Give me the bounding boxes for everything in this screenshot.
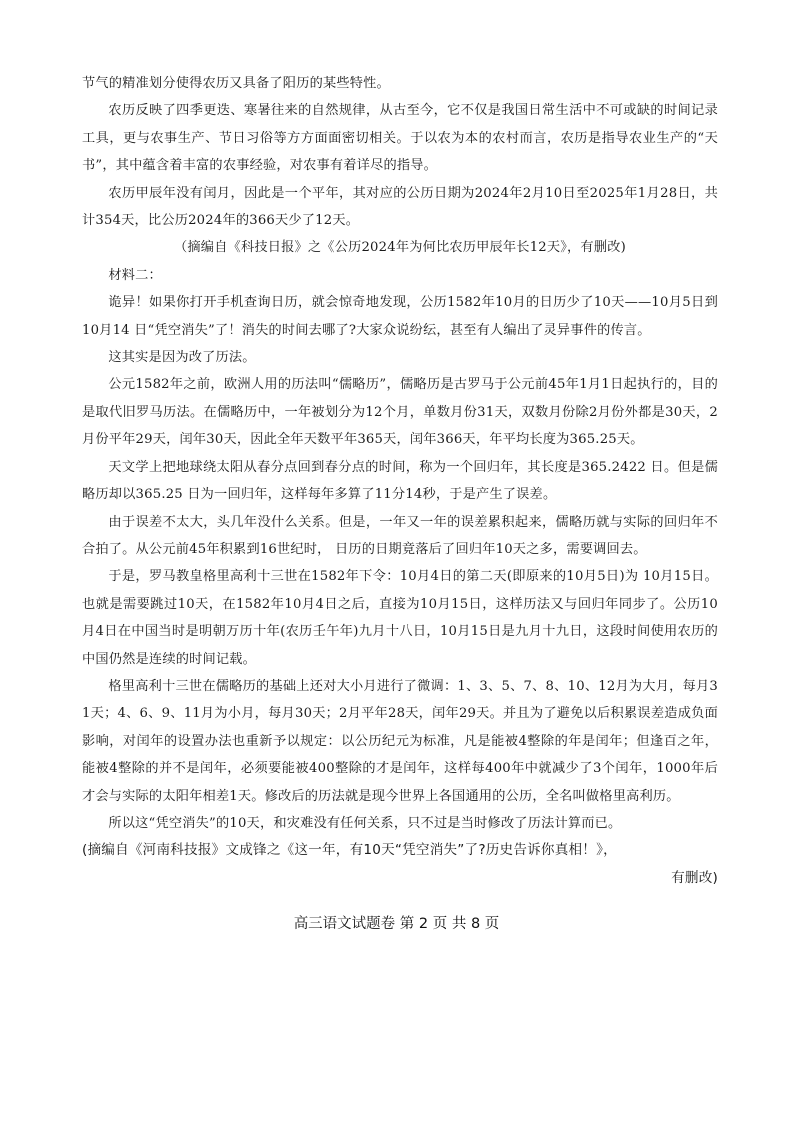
material-two-label: 材料二： [108,267,162,283]
source-citation-1: （摘编自《科技日报》之《公历2024年为何比农历甲辰年长12天》，有删改) [174,240,626,256]
paragraph: 农历甲辰年没有闰月，因此是一个平年，其对应的公历日期为2024年2月10日至2025年1月28日，共计354天，比公历2024年的366天少了12天。 [82,185,718,229]
paragraph: 格里高利十三世在儒略历的基础上还对大小月进行了微调：1、3、5、7、8、10、12月为大月，每月31天；4、6、9、11月为小月，每月30天；2月平年28天，闰年29天。并且为了避免以后积累误差造成负面影响，对闰年的设置办法也重新予以规定：以公历纪元为标准，凡是能被4整除的年是闰年；但逢百之年，能被4整除的并不是闰年，必须要能被400整除的才是闰年，这样每400年中就减少了3个闰年，1000年后才会与实际的太阳年相差1天。修改后的历法就是现今世界上各国通用的公历，全名叫做格里高利历。 [82,678,718,804]
paragraph: 公元1582年之前，欧洲人用的历法叫“儒略历”，儒略历是古罗马于公元前45年1月1日起执行的，目的是取代旧罗马历法。在儒略历中，一年被划分为12个月，单数月份31天，双数月份除2月份外都是30天，2月份平年29天，闰年30天，因此全年天数平年365天，闰年366天，年平均长度为365.25天。 [82,377,718,448]
paragraph: 农历反映了四季更迭、寒暑往来的自然规律，从古至今，它不仅是我国日常生活中不可或缺的时间记录工具，更与农事生产、节日习俗等方方面面密切相关。于以农为本的农村而言，农历是指导农业生产的“天书”，其中蕴含着丰富的农事经验，对农事有着详尽的指导。 [82,103,718,174]
page-footer: 高三语文试题卷 第 2 页 共 8 页 [293,916,500,932]
paragraph: 天文学上把地球绕太阳从春分点回到春分点的时间，称为一个回归年，其长度是365.2422 日。但是儒略历却以365.25 日为一回归年，这样每年多算了11分14秒，于是产生了误差。 [82,459,718,503]
source-citation-2-end: 有删改) [671,869,718,886]
material-one-section [82,70,718,234]
paragraph: 于是，罗马教皇格里高利十三世在1582年下令：10月4日的第二天(即原来的10月5日)为 10月15日。也就是需要跳过10天，在1582年10月4日之后，直接为10月15日，这样历法又与回归年同步了。公历10月4日在中国当时是明朝万历十年(农历壬午年)九月十八日，10月15日是九月十九日，这段时间使用农历的中国仍然是连续的时间记载。 [82,569,718,667]
paragraph: 诡异！如果你打开手机查询日历，就会惊奇地发现，公历1582年10月的日历少了10天——10月5日到10月14 日“凭空消失”了！消失的时间去哪了?大家众说纷纭，甚至有人编出了灵异事件的传言。 [82,295,718,338]
paragraph: 所以这“凭空消失”的10天，和灾难没有任何关系，只不过是当时修改了历法计算而已。 [108,815,622,831]
paragraph: 由于误差不太大，头几年没什么关系。但是，一年又一年的误差累积起来，儒略历就与实际的回归年不合拍了。从公元前45年积累到16世纪时， 日历的日期竟落后了回归年10天之多，需要调回去。 [82,514,718,557]
document-body [82,70,718,892]
source-citation-2: (摘编自《河南科技报》文成锋之《这一年，有10天“凭空消失”了?历史告诉你真相！》， [82,842,617,859]
paragraph: 节气的精准划分使得农历又具备了阳历的某些特性。 [82,76,390,91]
material-two-section [82,289,718,837]
paragraph: 这其实是因为改了历法。 [108,350,256,366]
